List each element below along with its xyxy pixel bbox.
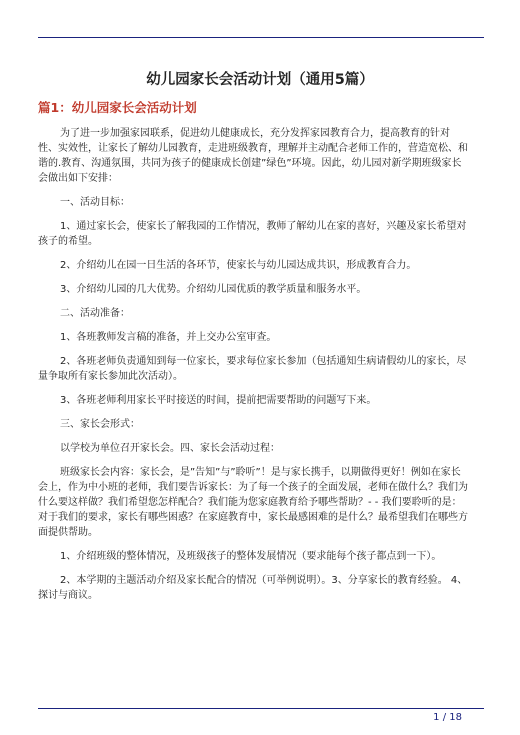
process-item-2: 2、本学期的主题活动介绍及家长配合的情况（可举例说明）。3、分享家长的教育经验。 4、探讨与商议。 [38,575,468,601]
meeting-content-paragraph: 班级家长会内容：家长会，是”告知”与”聆听”！是与家长携手，以期做得更好！例如在家长会上，作为中小班的老师，我们要告诉家长：为了每一个孩子的全面发展，老师在做什么？我们为什么要这样做？我们希望您怎样配合？我们能为您家庭教育给予哪些帮助？- - 我们要聆听的是：对于我们的要求，家长有哪些困惑？在家庭教育中，家长最感困难的是什么？最希望我们在哪些方面提供帮助。 [38,467,468,538]
goal-item-1: 1、通过家长会，使家长了解我园的工作情况，教师了解幼儿在家的喜好，兴趣及家长希望对孩子的希望。 [38,221,467,247]
section-heading: 篇1：幼儿园家长会活动计划 [38,100,197,115]
prep-item-1: 1、各班教师发言稿的准备，并上交办公室审查。 [60,332,277,343]
document-body [38,126,468,612]
prep-item-2: 2、各班老师负责通知到每一位家长，要求每位家长参加（包括通知生病请假幼儿的家长，尽量争取所有家长参加此次活动）。 [38,356,467,382]
heading-goals: 一、活动目标： [60,197,130,208]
header-rule [38,37,484,38]
goal-item-3: 3、介绍幼儿园的几大优势。介绍幼儿园优质的教学质量和服务水平。 [60,284,367,295]
goal-item-2: 2、介绍幼儿在园一日生活的各环节，使家长与幼儿园达成共识，形成教育合力。 [60,260,417,271]
prep-item-3: 3、各班老师利用家长平时接送的时间，提前把需要帮助的问题写下来。 [60,395,377,406]
heading-preparation: 二、活动准备： [60,308,130,319]
page-number: 1 / 18 [433,712,462,723]
heading-format: 三、家长会形式： [60,419,140,430]
intro-paragraph: 为了进一步加强家园联系，促进幼儿健康成长，充分发挥家园教育合力，提高教育的针对性、实效性，让家长了解幼儿园教育，走进班级教育，理解并主动配合老师工作的，营造宽松、和谐的.教育、沟通氛围，共同为孩子的健康成长创建”绿色”环境。因此，幼儿园对新学期班级家长会做出如下安排： [38,128,468,184]
footer-rule [38,708,484,709]
format-paragraph: 以学校为单位召开家长会。四、家长会活动过程： [60,443,280,454]
document-title: 幼儿园家长会活动计划（通用5篇） [146,72,374,88]
process-item-1: 1、介绍班级的整体情况，及班级孩子的整体发展情况（要求能每个孩子都点到一下）。 [60,551,442,562]
